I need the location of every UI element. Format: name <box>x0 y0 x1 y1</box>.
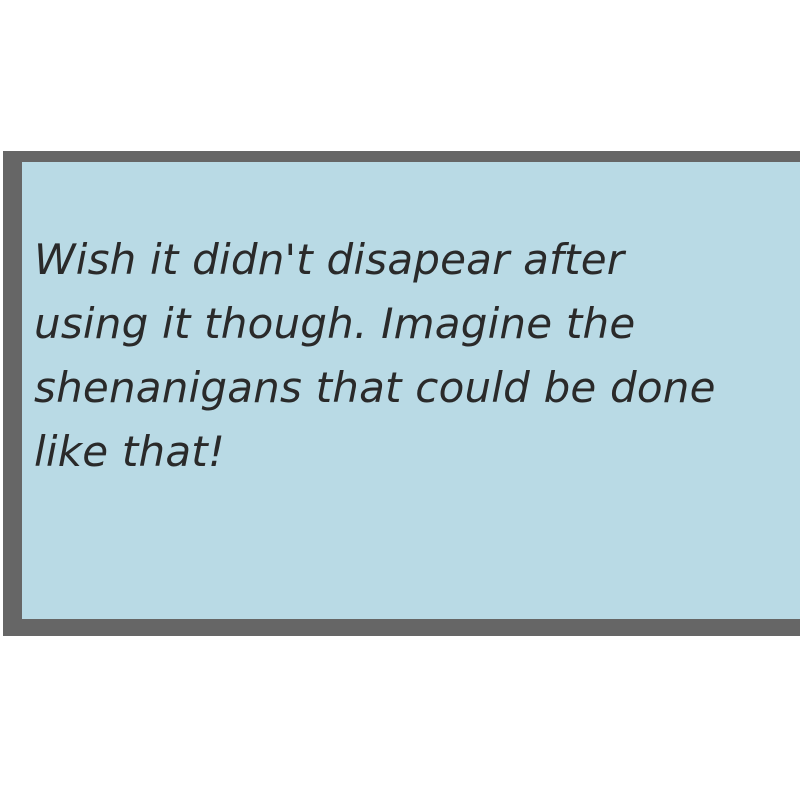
message-text: Wish it didn't disapear after using it though. Imagine the shenanigans that could be done like that! <box>34 235 716 476</box>
message-card <box>3 151 800 636</box>
